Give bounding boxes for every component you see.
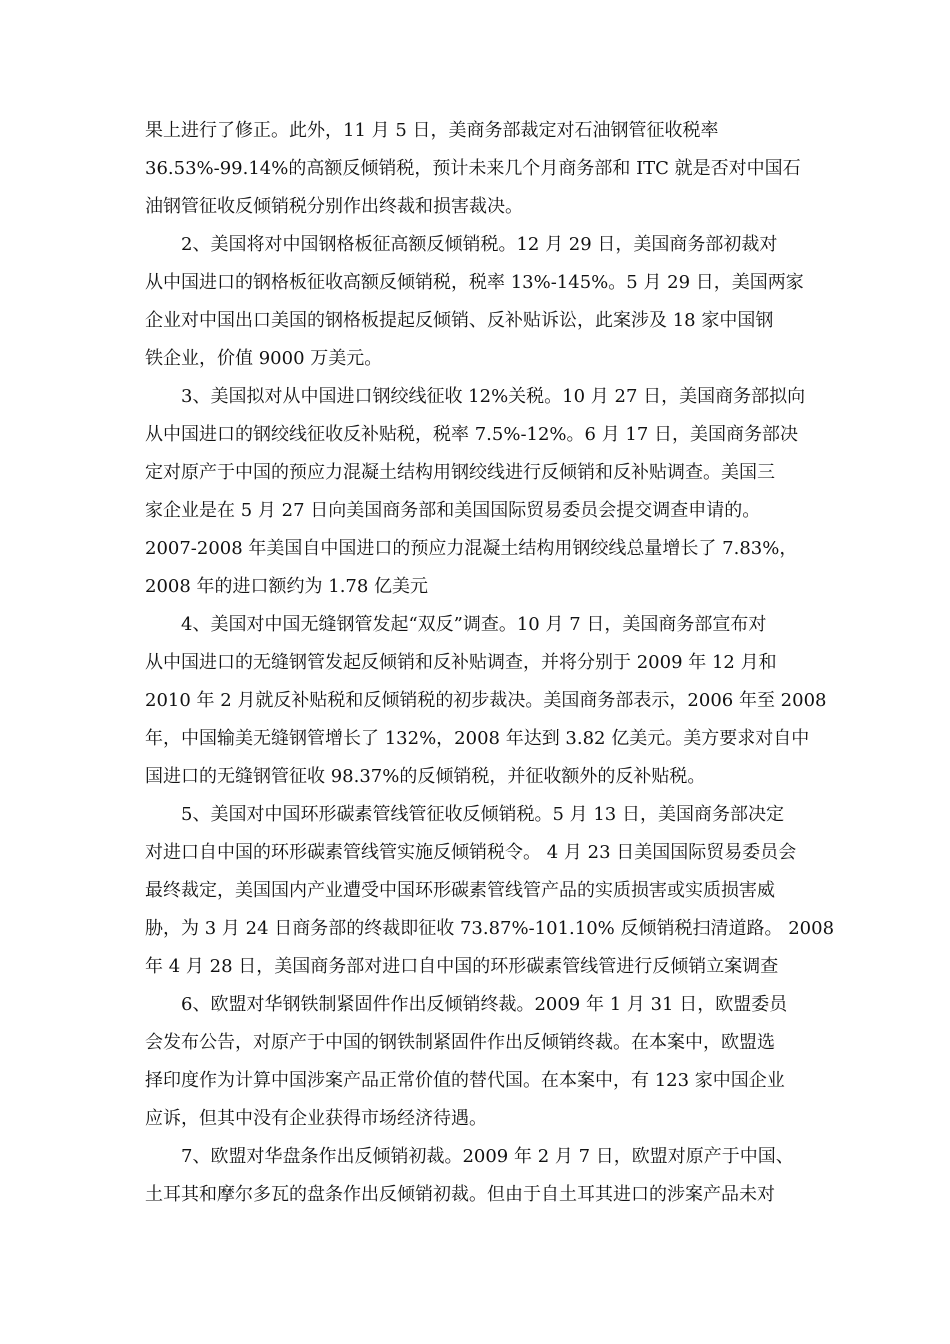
text-line: 企业对中国出口美国的钢格板提起反倾销、反补贴诉讼，此案涉及 18 家中国钢 (145, 310, 774, 331)
text-line: 择印度作为计算中国涉案产品正常价值的替代国。在本案中，有 123 家中国企业 (145, 1070, 785, 1091)
paragraph-first-line: 5、美国对中国环形碳素管线管征收反倾销税。5 月 13 日，美国商务部决定 (181, 804, 784, 825)
text-line: 从中国进口的无缝钢管发起反倾销和反补贴调查，并将分别于 2009 年 12 月和 (145, 652, 777, 673)
text-line: 2007-2008 年美国自中国进口的预应力混凝土结构用钢绞线总量增长了 7.83%， (145, 538, 798, 559)
text-line: 2010 年 2 月就反补贴税和反倾销税的初步裁决。美国商务部表示，2006 年至 2008 (145, 690, 827, 711)
text-line: 定对原产于中国的预应力混凝土结构用钢绞线进行反倾销和反补贴调查。美国三 (145, 462, 775, 483)
paragraph-first-line: 6、欧盟对华钢铁制紧固件作出反倾销终裁。2009 年 1 月 31 日，欧盟委员 (181, 994, 788, 1015)
text-line: 家企业是在 5 月 27 日向美国商务部和美国国际贸易委员会提交调查申请的。 (145, 500, 761, 521)
text-line: 年 4 月 28 日，美国商务部对进口自中国的环形碳素管线管进行反倾销立案调查 (145, 956, 779, 977)
text-line: 铁企业，价值 9000 万美元。 (145, 348, 383, 369)
text-line: 会发布公告，对原产于中国的钢铁制紧固件作出反倾销终裁。在本案中，欧盟选 (145, 1032, 775, 1053)
paragraph-first-line: 4、美国对中国无缝钢管发起“双反”调查。10 月 7 日，美国商务部宣布对 (181, 614, 767, 635)
paragraph-first-line: 3、美国拟对从中国进口钢绞线征收 12%关税。10 月 27 日，美国商务部拟向 (181, 386, 806, 407)
text-line: 果上进行了修正。此外，11 月 5 日，美商务部裁定对石油钢管征收税率 (145, 120, 719, 141)
document-body (145, 112, 835, 1214)
text-line: 36.53%-99.14%的高额反倾销税，预计未来几个月商务部和 ITC 就是否对中国石 (145, 158, 801, 179)
paragraph-first-line: 7、欧盟对华盘条作出反倾销初裁。2009 年 2 月 7 日，欧盟对原产于中国、 (181, 1146, 794, 1167)
text-line: 胁，为 3 月 24 日商务部的终裁即征收 73.87%-101.10% 反倾销税扫清道路。 2008 (145, 918, 835, 939)
text-line: 油钢管征收反倾销税分别作出终裁和损害裁决。 (145, 196, 523, 217)
text-line: 对进口自中国的环形碳素管线管实施反倾销税令。 4 月 23 日美国国际贸易委员会 (145, 842, 797, 863)
text-line: 2008 年的进口额约为 1.78 亿美元 (145, 576, 429, 597)
text-line: 年，中国输美无缝钢管增长了 132%，2008 年达到 3.82 亿美元。美方要求对自中 (145, 728, 810, 749)
text-line: 国进口的无缝钢管征收 98.37%的反倾销税，并征收额外的反补贴税。 (145, 766, 706, 787)
text-line: 应诉，但其中没有企业获得市场经济待遇。 (145, 1108, 487, 1129)
text-line: 最终裁定，美国国内产业遭受中国环形碳素管线管产品的实质损害或实质损害威 (145, 880, 775, 901)
paragraph-first-line: 2、美国将对中国钢格板征高额反倾销税。12 月 29 日，美国商务部初裁对 (181, 234, 778, 255)
text-line: 从中国进口的钢绞线征收反补贴税，税率 7.5%-12%。6 月 17 日，美国商务部决 (145, 424, 799, 445)
text-line: 土耳其和摩尔多瓦的盘条作出反倾销初裁。但由于自土耳其进口的涉案产品未对 (145, 1184, 775, 1205)
text-line: 从中国进口的钢格板征收高额反倾销税，税率 13%-145%。5 月 29 日，美国两家 (145, 272, 804, 293)
